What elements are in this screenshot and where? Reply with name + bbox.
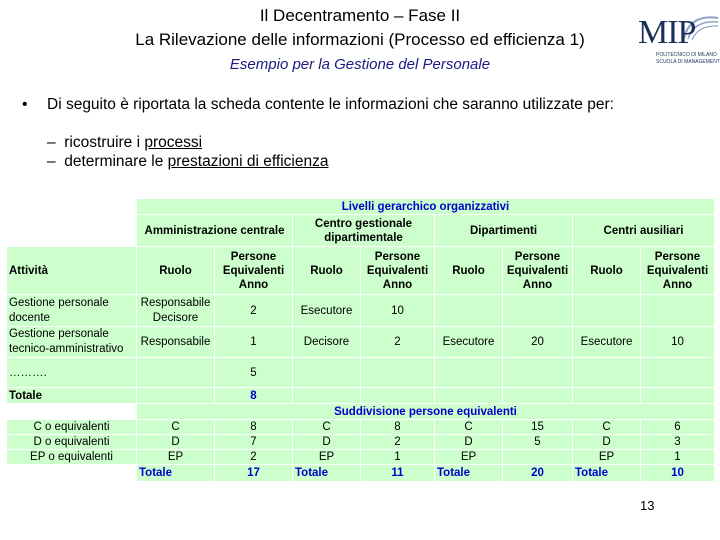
sub-item-prestazioni (47, 152, 328, 171)
column-header-role: Ruolo (435, 247, 503, 295)
fte-cell (641, 295, 715, 327)
slide-title-line2: La Rilevazione delle informazioni (Processo ed efficienza 1) (135, 30, 585, 49)
empty-cell (293, 388, 361, 404)
data-table (6, 198, 715, 482)
empty-cell (435, 388, 503, 404)
role-cell (137, 358, 215, 388)
column-header-role: Ruolo (293, 247, 361, 295)
count-cell: 8 (361, 420, 435, 435)
category-cell: C (435, 420, 503, 435)
totals-row (7, 465, 715, 482)
activity-cell: Gestione personale docente (7, 295, 137, 327)
total-label: Totale (137, 465, 215, 482)
count-cell: 6 (641, 420, 715, 435)
category-cell: EP (137, 450, 215, 465)
bullet-text: Di seguito è riportata la scheda contente le informazioni che saranno utilizzate per: (47, 96, 614, 113)
category-cell: C (137, 420, 215, 435)
total-value: 10 (641, 465, 715, 482)
count-cell: 1 (641, 450, 715, 465)
fte-cell: 2 (361, 327, 435, 358)
empty-cell (573, 388, 641, 404)
column-header-role: Ruolo (573, 247, 641, 295)
category-cell: D (137, 435, 215, 450)
count-cell: 2 (361, 435, 435, 450)
category-cell: C (573, 420, 641, 435)
activity-cell: ………. (7, 358, 137, 388)
count-cell: 3 (641, 435, 715, 450)
count-cell: 7 (215, 435, 293, 450)
role-cell: Responsabile (137, 327, 215, 358)
dash-marker: – (47, 153, 56, 170)
breakdown-row (7, 435, 715, 450)
fte-cell (641, 358, 715, 388)
breakdown-row (7, 450, 715, 465)
mip-logo (636, 14, 720, 66)
sub-item-prefix: ricostruire i (64, 134, 145, 151)
column-header-role: Ruolo (137, 247, 215, 295)
count-cell: 2 (215, 450, 293, 465)
table-row (7, 295, 715, 327)
role-cell: Responsabile Decisore (137, 295, 215, 327)
fte-cell (503, 295, 573, 327)
group-header: Amministrazione centrale (137, 215, 293, 247)
role-cell (435, 295, 503, 327)
role-cell: Esecutore (293, 295, 361, 327)
fte-cell: 10 (361, 295, 435, 327)
fte-cell: 1 (215, 327, 293, 358)
blank-cell (7, 465, 137, 482)
sub-item-processi (47, 133, 202, 152)
fte-cell (503, 358, 573, 388)
role-cell (293, 358, 361, 388)
logo-subtitle-2: SCUOLA DI MANAGEMENT (656, 59, 720, 65)
fte-cell: 5 (215, 358, 293, 388)
total-row (7, 388, 715, 404)
fte-cell: 2 (215, 295, 293, 327)
count-cell: 1 (361, 450, 435, 465)
empty-cell (503, 388, 573, 404)
total-label: Totale (435, 465, 503, 482)
sub-item-prefix: determinare le (64, 153, 168, 170)
blank-cell (7, 215, 137, 247)
role-cell (573, 295, 641, 327)
total-label: Totale (573, 465, 641, 482)
blank-cell (7, 404, 137, 420)
slide-subtitle: Esempio per la Gestione del Personale (229, 56, 491, 73)
column-header-fte: Persone Equivalenti Anno (215, 247, 293, 295)
table-header-title: Livelli gerarchico organizzativi (137, 199, 715, 215)
count-cell: 15 (503, 420, 573, 435)
column-header-activity: Attività (7, 247, 137, 295)
role-cell: Esecutore (435, 327, 503, 358)
category-cell: EP (573, 450, 641, 465)
table-row (7, 327, 715, 358)
processi-link[interactable]: processi (144, 134, 203, 151)
category-cell: D (435, 435, 503, 450)
breakdown-row (7, 420, 715, 435)
group-header: Dipartimenti (435, 215, 573, 247)
count-cell (503, 450, 573, 465)
page-number: 13 (640, 498, 655, 513)
total-value: 20 (503, 465, 573, 482)
count-cell: 8 (215, 420, 293, 435)
column-header-fte: Persone Equivalenti Anno (361, 247, 435, 295)
category-cell: D (293, 435, 361, 450)
table-row (7, 358, 715, 388)
breakdown-label: EP o equivalenti (7, 450, 137, 465)
role-cell (573, 358, 641, 388)
fte-cell (361, 358, 435, 388)
group-header: Centro gestionale dipartimentale (293, 215, 435, 247)
dash-marker: – (47, 134, 56, 151)
fte-cell: 20 (503, 327, 573, 358)
total-value: 17 (215, 465, 293, 482)
role-cell: Decisore (293, 327, 361, 358)
count-cell: 5 (503, 435, 573, 450)
total-label: Totale (7, 388, 137, 404)
total-value: 8 (215, 388, 293, 404)
role-cell: Esecutore (573, 327, 641, 358)
category-cell: C (293, 420, 361, 435)
empty-cell (361, 388, 435, 404)
section-title: Suddivisione persone equivalenti (137, 404, 715, 420)
category-cell: EP (435, 450, 503, 465)
empty-cell (641, 388, 715, 404)
blank-cell (7, 199, 137, 215)
category-cell: D (573, 435, 641, 450)
breakdown-label: D o equivalenti (7, 435, 137, 450)
activity-cell: Gestione personale tecnico-amministrativo (7, 327, 137, 358)
breakdown-label: C o equivalenti (7, 420, 137, 435)
fte-cell: 10 (641, 327, 715, 358)
role-cell (435, 358, 503, 388)
bullet-marker: • (22, 96, 28, 113)
total-value: 11 (361, 465, 435, 482)
prestazioni-link[interactable]: prestazioni di efficienza (167, 153, 329, 170)
column-header-fte: Persone Equivalenti Anno (503, 247, 573, 295)
group-header: Centri ausiliari (573, 215, 715, 247)
logo-subtitle: POLITECNICO DI MILANO (656, 52, 717, 58)
slide-title: Il Decentramento – Fase II (259, 6, 461, 25)
logo-text: MIP (638, 14, 696, 51)
empty-cell (137, 388, 215, 404)
category-cell: EP (293, 450, 361, 465)
column-header-fte: Persone Equivalenti Anno (641, 247, 715, 295)
total-label: Totale (293, 465, 361, 482)
